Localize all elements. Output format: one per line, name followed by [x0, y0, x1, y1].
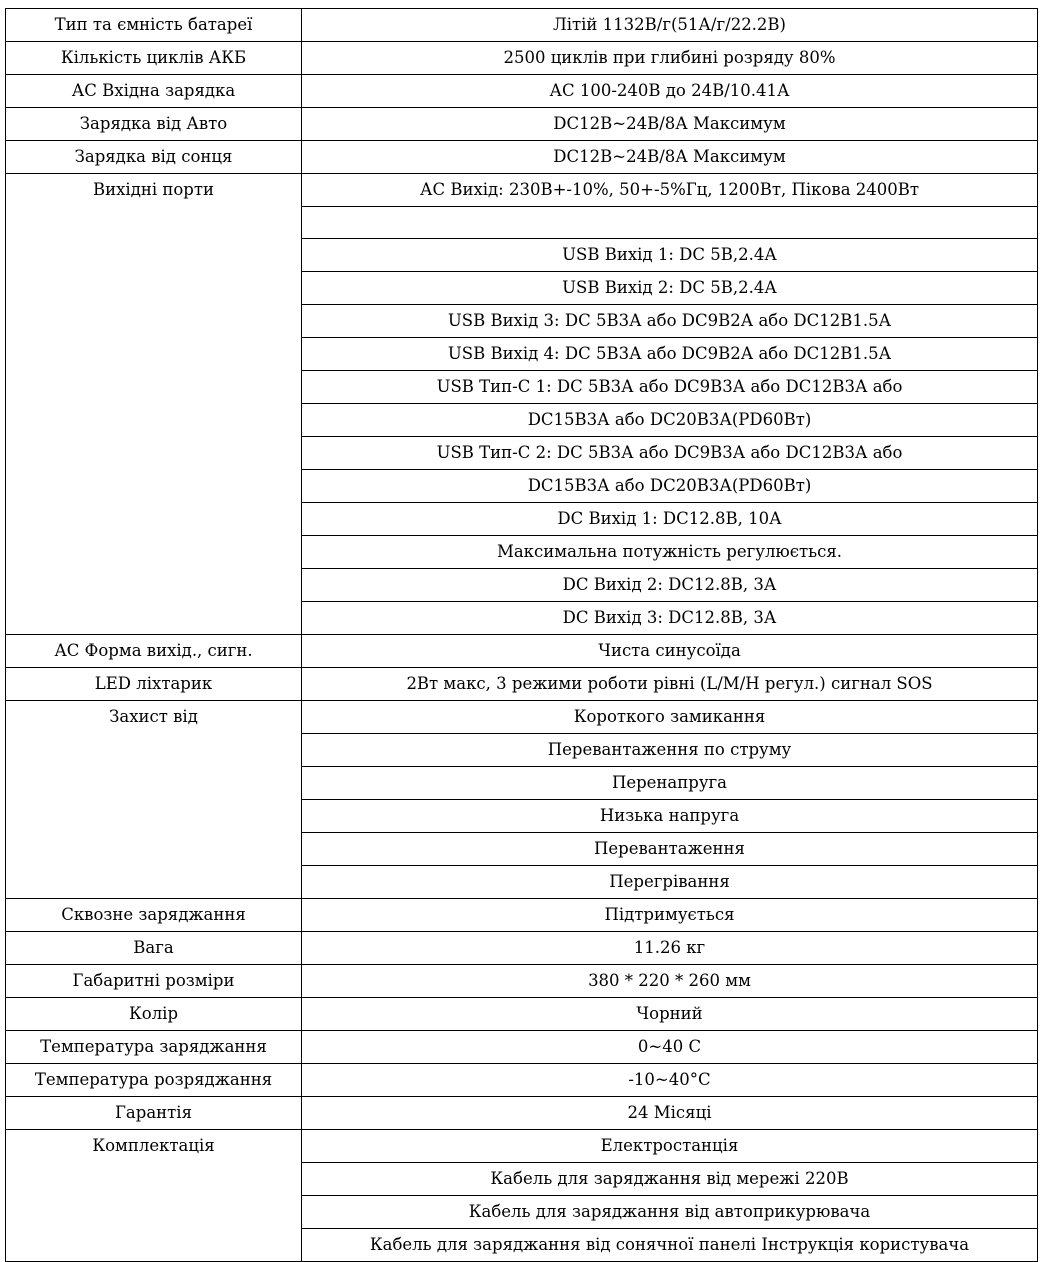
spec-value: Короткого замикання: [302, 701, 1038, 734]
spec-value: Перегрівання: [302, 866, 1038, 899]
spec-label: Кількість циклів АКБ: [6, 42, 302, 75]
spec-label: АС Форма вихід., сигн.: [6, 635, 302, 668]
spec-label: Вихідні порти: [6, 174, 302, 635]
table-row: [6, 1097, 1038, 1130]
table-row: [6, 1031, 1038, 1064]
spec-value: Перевантаження: [302, 833, 1038, 866]
spec-value: USB Тип-С 2: DC 5В3А або DC9В3А або DC12В3А або: [302, 437, 1038, 470]
specs-table: [5, 8, 1038, 1262]
spec-value: Електростанція: [302, 1130, 1038, 1163]
spec-label: Гарантія: [6, 1097, 302, 1130]
spec-label: Сквозне заряджання: [6, 899, 302, 932]
table-row: [6, 701, 1038, 734]
spec-value: USB Вихід 3: DC 5В3А або DC9В2А або DC12В1.5А: [302, 305, 1038, 338]
spec-label: Тип та ємність батареї: [6, 9, 302, 42]
table-row: [6, 965, 1038, 998]
spec-value: DC15В3А або DC20В3А(PD60Вт): [302, 404, 1038, 437]
spec-value: АС 100-240В до 24В/10.41А: [302, 75, 1038, 108]
spec-label: АС Вхідна зарядка: [6, 75, 302, 108]
spec-value: Кабель для заряджання від автоприкурювача: [302, 1196, 1038, 1229]
spec-value: АС Вихід: 230В+-10%, 50+-5%Гц, 1200Вт, Пікова 2400Вт: [302, 174, 1038, 207]
spec-value: Кабель для заряджання від сонячної панелі Інструкція користувача: [302, 1229, 1038, 1262]
table-row: [6, 9, 1038, 42]
spec-value: Чорний: [302, 998, 1038, 1031]
spec-label: Комплектація: [6, 1130, 302, 1262]
spec-value: Максимальна потужність регулюється.: [302, 536, 1038, 569]
spec-value: DC15В3А або DC20В3А(PD60Вт): [302, 470, 1038, 503]
spec-value: Підтримується: [302, 899, 1038, 932]
spec-value: DC12В~24В/8А Максимум: [302, 141, 1038, 174]
spec-value: Чиста синусоїда: [302, 635, 1038, 668]
spec-value: 2Вт макс, 3 режими роботи рівні (L/M/H регул.) сигнал SOS: [302, 668, 1038, 701]
spec-value: DC Вихід 2: DC12.8В, 3А: [302, 569, 1038, 602]
table-row: [6, 141, 1038, 174]
spec-value: USB Вихід 4: DC 5В3А або DC9В2А або DC12В1.5А: [302, 338, 1038, 371]
table-row: [6, 932, 1038, 965]
spec-label: Температура заряджання: [6, 1031, 302, 1064]
specs-table-body: [6, 9, 1038, 1262]
spec-label: Колір: [6, 998, 302, 1031]
spec-label: LED ліхтарик: [6, 668, 302, 701]
spec-value: Кабель для заряджання від мережі 220В: [302, 1163, 1038, 1196]
spec-value: Літій 1132В/г(51А/г/22.2В): [302, 9, 1038, 42]
table-row: [6, 998, 1038, 1031]
spec-label: Температура розряджання: [6, 1064, 302, 1097]
spec-value: DC Вихід 3: DC12.8В, 3А: [302, 602, 1038, 635]
table-row: [6, 1130, 1038, 1163]
table-row: [6, 42, 1038, 75]
spec-label: Вага: [6, 932, 302, 965]
table-row: [6, 635, 1038, 668]
spec-label: Захист від: [6, 701, 302, 899]
spec-value: 2500 циклів при глибині розряду 80%: [302, 42, 1038, 75]
table-row: [6, 668, 1038, 701]
spec-value: USB Вихід 1: DC 5В,2.4А: [302, 239, 1038, 272]
spec-value: [302, 207, 1038, 239]
spec-value: DC12В~24В/8А Максимум: [302, 108, 1038, 141]
table-row: [6, 1064, 1038, 1097]
spec-value: -10~40°С: [302, 1064, 1038, 1097]
table-row: [6, 174, 1038, 207]
table-row: [6, 75, 1038, 108]
spec-value: DC Вихід 1: DC12.8В, 10А: [302, 503, 1038, 536]
spec-value: Перевантаження по струму: [302, 734, 1038, 767]
spec-value: 380 * 220 * 260 мм: [302, 965, 1038, 998]
table-row: [6, 899, 1038, 932]
spec-value: 24 Місяці: [302, 1097, 1038, 1130]
spec-value: 11.26 кг: [302, 932, 1038, 965]
table-row: [6, 108, 1038, 141]
spec-value: 0~40 С: [302, 1031, 1038, 1064]
spec-label: Зарядка від Авто: [6, 108, 302, 141]
spec-value: Низька напруга: [302, 800, 1038, 833]
spec-label: Зарядка від сонця: [6, 141, 302, 174]
spec-value: USB Вихід 2: DC 5В,2.4А: [302, 272, 1038, 305]
spec-label: Габаритні розміри: [6, 965, 302, 998]
spec-value: Перенапруга: [302, 767, 1038, 800]
spec-value: USB Тип-С 1: DC 5В3А або DC9В3А або DC12В3А або: [302, 371, 1038, 404]
